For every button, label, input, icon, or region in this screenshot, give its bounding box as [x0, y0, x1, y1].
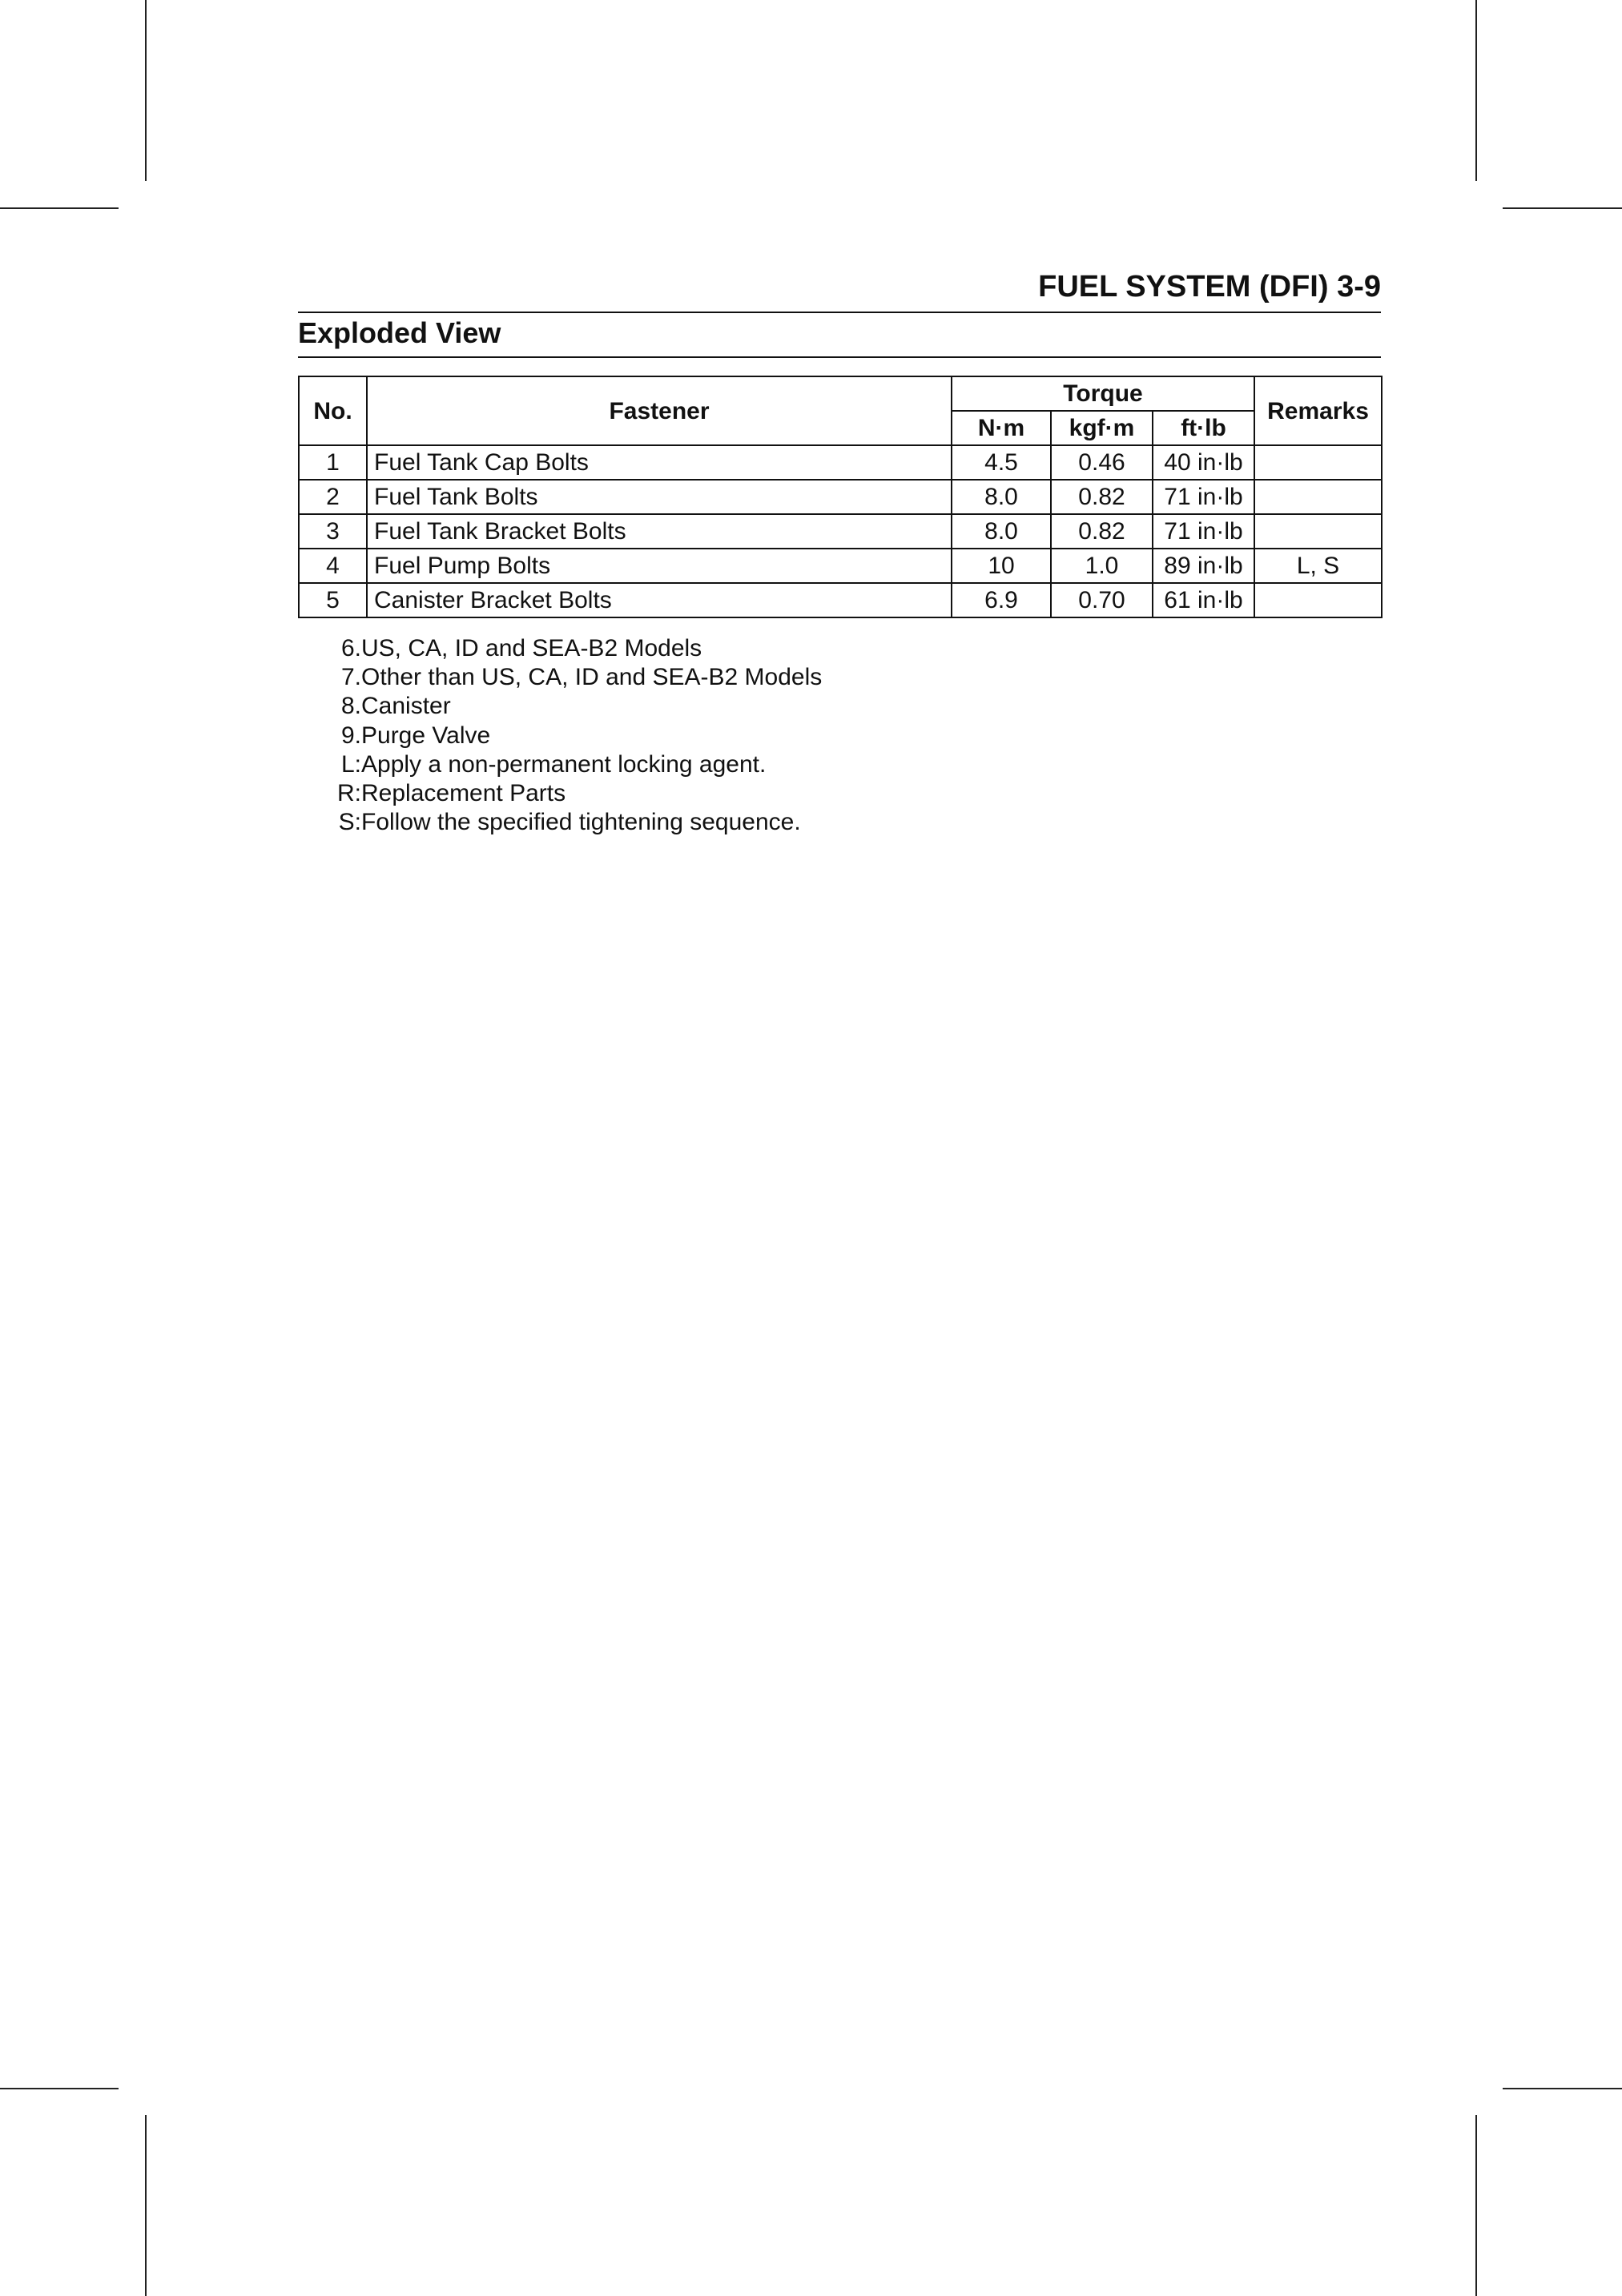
legend-key: 7.	[340, 664, 361, 691]
cell-ftlb: 61 in·lb	[1153, 583, 1254, 617]
crop-mark	[1503, 207, 1622, 209]
section-rule	[298, 356, 1381, 358]
legend-list	[298, 634, 822, 837]
legend-text: Canister	[361, 693, 451, 720]
cell-fastener: Canister Bracket Bolts	[367, 583, 952, 617]
header-ftlb: ft·lb	[1153, 411, 1254, 445]
crop-mark	[145, 2115, 147, 2296]
cell-nm: 8.0	[952, 480, 1051, 514]
legend-key: 8.	[340, 693, 361, 720]
legend-item	[298, 722, 822, 750]
cell-ftlb: 40 in·lb	[1153, 445, 1254, 480]
cell-no: 4	[299, 549, 367, 583]
cell-fastener: Fuel Tank Bolts	[367, 480, 952, 514]
cell-remarks	[1254, 445, 1382, 480]
cell-no: 2	[299, 480, 367, 514]
legend-item	[298, 634, 822, 663]
torque-table	[298, 376, 1383, 618]
header-rule	[298, 312, 1381, 313]
crop-mark	[1503, 2088, 1622, 2089]
page-header-title: FUEL SYSTEM (DFI) 3-9	[1038, 270, 1381, 304]
cell-no: 5	[299, 583, 367, 617]
legend-item	[298, 750, 822, 779]
cell-no: 1	[299, 445, 367, 480]
crop-mark	[1475, 0, 1477, 181]
crop-mark	[0, 2088, 119, 2089]
cell-kgfm: 0.70	[1051, 583, 1153, 617]
legend-item	[298, 808, 822, 837]
legend-text: Follow the specified tightening sequence.	[361, 809, 801, 836]
header-torque: Torque	[952, 376, 1254, 411]
legend-text: Apply a non-permanent locking agent.	[361, 750, 767, 778]
header-remarks: Remarks	[1254, 376, 1382, 445]
table-row	[299, 480, 1382, 514]
legend-text: Purge Valve	[361, 722, 491, 749]
cell-nm: 4.5	[952, 445, 1051, 480]
cell-ftlb: 89 in·lb	[1153, 549, 1254, 583]
cell-fastener: Fuel Tank Cap Bolts	[367, 445, 952, 480]
cell-nm: 10	[952, 549, 1051, 583]
cell-remarks	[1254, 583, 1382, 617]
legend-text: US, CA, ID and SEA-B2 Models	[361, 635, 702, 661]
cell-nm: 6.9	[952, 583, 1051, 617]
cell-kgfm: 0.46	[1051, 445, 1153, 480]
legend-key: R:	[337, 780, 361, 807]
table-row	[299, 445, 1382, 480]
legend-key: L:	[340, 750, 361, 778]
cell-kgfm: 0.82	[1051, 514, 1153, 549]
legend-key: 6.	[340, 635, 361, 661]
cell-remarks	[1254, 514, 1382, 549]
cell-fastener: Fuel Pump Bolts	[367, 549, 952, 583]
cell-no: 3	[299, 514, 367, 549]
cell-remarks	[1254, 480, 1382, 514]
cell-kgfm: 0.82	[1051, 480, 1153, 514]
legend-item	[298, 663, 822, 692]
header-no: No.	[299, 376, 367, 445]
cell-ftlb: 71 in·lb	[1153, 514, 1254, 549]
legend-text: Replacement Parts	[361, 780, 566, 807]
legend-key: 9.	[340, 722, 361, 749]
header-nm: N·m	[952, 411, 1051, 445]
legend-item	[298, 779, 822, 808]
header-kgfm: kgf·m	[1051, 411, 1153, 445]
table-header-row	[299, 376, 1382, 411]
crop-mark	[1475, 2115, 1477, 2296]
cell-ftlb: 71 in·lb	[1153, 480, 1254, 514]
table-row	[299, 549, 1382, 583]
header-fastener: Fastener	[367, 376, 952, 445]
cell-fastener: Fuel Tank Bracket Bolts	[367, 514, 952, 549]
legend-text: Other than US, CA, ID and SEA-B2 Models	[361, 664, 823, 691]
table-row	[299, 583, 1382, 617]
crop-mark	[0, 207, 119, 209]
section-title: Exploded View	[298, 316, 501, 349]
legend-key: S:	[338, 809, 361, 836]
cell-remarks: L, S	[1254, 549, 1382, 583]
crop-mark	[145, 0, 147, 181]
cell-kgfm: 1.0	[1051, 549, 1153, 583]
cell-nm: 8.0	[952, 514, 1051, 549]
legend-item	[298, 692, 822, 721]
table-row	[299, 514, 1382, 549]
